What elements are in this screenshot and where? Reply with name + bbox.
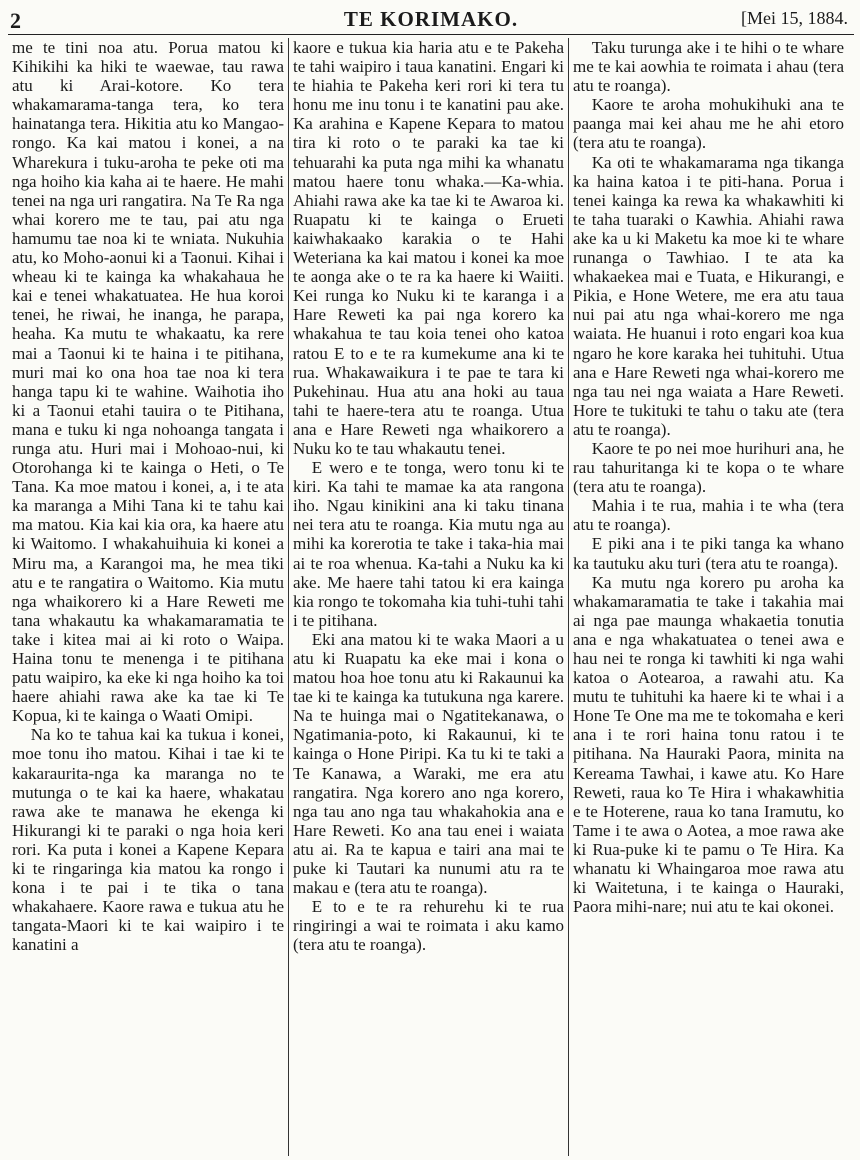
page-header xyxy=(8,4,854,35)
issue-date: [Mei 15, 1884. xyxy=(741,8,848,28)
paragraph: kaore e tukua kia haria atu e te Pakeha te tahi waipiro i taua kanatini. Engari ki te hiahia te Pakeha keri rori ki tera tu honu me inu tonu i te kanatini pau ake. Ka arahina e Kapene Kepara to matou tira ki roto o te paraki ka tae ki tehuarahi ka puta nga mihi ka whanatu matou haere tonu whaka.—Ka-whia. Ahiahi rawa ake ka tae ki te Awaroa ki. Ruapatu ki te kainga o Erueti kaiwhakaako karakia o te Hahi Weteriana ka kai matou i konei ka moe te aonga ake o te ra ka haere ki Waiiti. Kei runga ko Nuku ki te karanga i a Hare Reweti ka pai nga korero ka whakahua te tau koia tenei oho katoa ratou E to e te ra kumekume ana ki te rua. Whakawaikura i te pae te tara ki Pukehinau. Hua atu ana hoki au taua tahi te haere-tera atu te roanga. Utua ana e Hare Reweti nga whaikorero a Nuku ko te tau whakautu tenei. xyxy=(293,38,564,458)
paragraph: Ka oti te whakamarama nga tikanga ka haina katoa i te piti-hana. Porua i tenei kainga ka rewa ka whakawhiti ki te taha tuaraki o Kawhia. Ahiahi rawa ake ka u ki Maketu ka moe ki te whare runanga o Tawhiao. I te ata ka whakaekea mai e Tuata, e Hikurangi, e Pikia, e Hone Wetere, me era atu taua nui pai atu nga whai-korero me nga waiata. He huanui i roto engari koa kua ngaro he kore karaka hei tuhituhi. Utua ana e Hare Reweti nga whai-korero me nga tau nei nga waiata a Hare Reweti. Hore te tukituki te tahu o taku ate (tera atu te roanga). xyxy=(573,152,844,439)
paragraph: me te tini noa atu. Porua matou ki Kihikihi ka hiki te waewae, tau rawa atu ki Arai-kotore. Ko tera whakamarama-tanga tera, ko tera hainatanga tera. Hikitia atu ko Mangao-rongo. Ka kai matou i konei, a na Wharekura i tuku-aroha te peke oti ma nga hoiho kia kaha ai te haere. He mahi tenei na nga uri rangatira. Na Te Ra nga whai korero me te tau, pai atu nga hamumu tae noa ki te wniata. Nukuhia atu, ko Moho-aonui ki a Taonui. Kihai i wheau ki te kainga ka whakahaua he kai e tenei whakatuatea. He hua koroi tenei, he riwai, he inanga, he parapa, heaha. Ka mutu te whakaatu, ka rere mai a Taonui ki te haina i te pitihana, muri mai ko ona hoa tae noa ki tera hanga tapu ki te wahine. Waihotia iho ki a Taonui etahi tauira o te Pitihana, mana e tuku ki nga nohoanga tangata i runga atu. Huri mai i Mohoao-nui, ki Otorohanga ki te kainga o Heti, o Te Tana. Ka moe matou i konei, a, i te ata ka maranga a Mihi Tana ki te tahu kai ma matou. Kia kai kia ora, ka haere atu ki Waitomo. I whakahuihuia ki konei a Miru ma, a Karangoi ma, he mea tiki atu e te rangatira o Waitomo. Kia mutu nga whaikorero ki a Hare Reweti me tana whakautu ka whakamaramatia te take i kitea mai ai ki roto o Waipa. Haina tonu te menenga i te pitihana patu waipiro, ka eke ki nga hoiho ka toi haere ahiahi rawa ake ka tae ki Te Kopua, ki te kainga o Waati Omipi. xyxy=(12,38,284,726)
paragraph: E to e te ra rehurehu ki te rua ringiringi a wai te roimata i aku kamo (tera atu te roanga). xyxy=(293,897,564,955)
paragraph: E wero e te tonga, wero tonu ki te kiri. Ka tahi te mamae ka ata rangona iho. Ngau kinikini ana ki taku tinana nei tera atu te roanga. Kia mutu nga au mihi ka korerotia te take i taka-hia mai ai te roa whenua. Ka-tahi a Nuku ka ki ake. Me haere tahi tatou ki era kainga kia rongo te tokomaha kia tuhi-tuhi tahi i te pitihana. xyxy=(293,458,564,630)
column-3 xyxy=(568,38,848,1156)
masthead-title: TE KORIMAKO. xyxy=(343,7,519,31)
paragraph: E piki ana i te piki tanga ka whano ka tautuku aku turi (tera atu te roanga). xyxy=(573,534,844,573)
column-1 xyxy=(8,38,288,1156)
paragraph: Kaore te aroha mohukihuki ana te paanga mai kei ahau me he ahi etoro (tera atu te roanga). xyxy=(573,95,844,153)
column-2 xyxy=(288,38,568,1156)
page-number: 2 xyxy=(10,8,21,33)
paragraph: Kaore te po nei moe hurihuri ana, he rau tahuritanga ki te kopa o te whare (tera atu te roanga). xyxy=(573,438,844,497)
article-columns xyxy=(8,38,854,1156)
paragraph: Eki ana matou ki te waka Maori a u atu ki Ruapatu ka eke mai i kona o matou hoa hoe tonu atu ki Rakaunui ka tae ki te kainga ka tutukuna nga karere. Na te huinga mai o Ngatitekanawa, o Ngatimania-poto, ki Rakaunui, ki te kainga o Hone Piripi. Ka tu ki te taki a Te Kanawa, a Waraki, me era atu rangatira. Nga korero ano nga korero, nga tau ano nga tau whakahokia ana e Hare Reweti. Ko ana tau enei i waiata atu ai. Ra te kapua e tairi ana mai te puke ki Tautari ka nunumi atu ra te makau e (tera atu te roanga). xyxy=(293,629,564,898)
paragraph: Taku turunga ake i te hihi o te whare me te kai aowhia te roimata i ahau (tera atu te roanga). xyxy=(573,38,844,96)
paragraph: Ka mutu nga korero pu aroha ka whakamaramatia te take i takahia mai ai nga pae maunga whakaetia tonutia ana e nga whakatuatea o tenei awa e hau nei te ronga ki tawhiti ki nga wahi katoa o Aotearoa, a rawahi atu. Ka mutu te tuhituhi ka haere ki te whai i a Hone Te One ma me te tokomaha e keri ana i te rori haina tonu ratou i te pitihana. Na Hauraki Paora, minita na Kereama Tawhai, i kawe atu. Ko Hare Reweti, raua ko Te Hira i whakawhitia e te Hoterene, raua ko tana Iramutu, ko Tame i te awa o Aotea, a moe rawa ake ki Rua-puke ki te pamu o Te Hira. Ka whanatu ki Whaingaroa moe rawa atu ki Waitetuna, i te kainga o Hauraki, Paora mihi-nare; nui atu te kai okonei. xyxy=(573,572,844,917)
paragraph: Na ko te tahua kai ka tukua i konei, moe tonu iho matou. Kihai i tae ki te kakaraurita-nga ka maranga no te mutunga o te kai ka haere, whakatau rawa ake te manawa he ekenga ki Hikurangi ki te paraki o nga hoia keri rori. Ka puta i konei a Kapene Kepara ki te ringaringa kia matou ka rongo i kona i te pai i te tika o tana whakahaere. Kaore rawa e tukua atu he tangata-Maori ki te kai waipiro i te kanatini a xyxy=(12,725,284,955)
paragraph: Mahia i te rua, mahia i te wha (tera atu te roanga). xyxy=(573,496,844,535)
